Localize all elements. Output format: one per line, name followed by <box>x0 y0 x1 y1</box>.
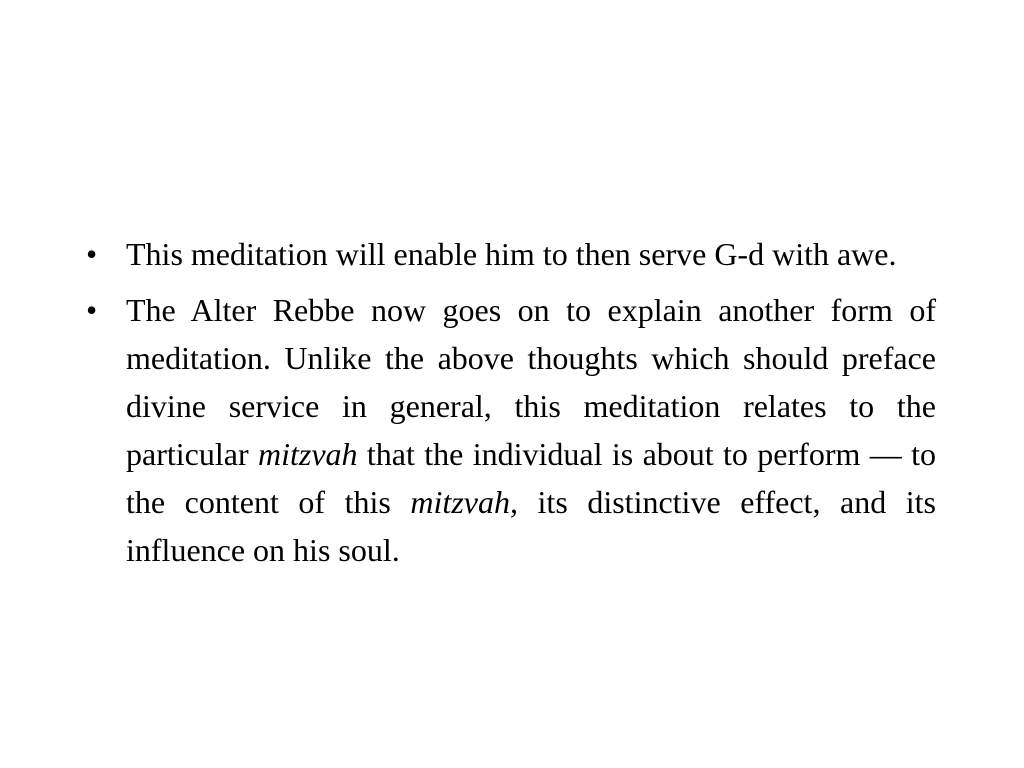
bullet-marker: • <box>86 292 98 328</box>
bullet-item-2 <box>86 286 936 574</box>
bullet-text-segment: its distinctive effect, and its influence on his soul. <box>126 484 936 568</box>
bullet-text-segment: that the individual is about to perform — to the content of this <box>126 436 937 520</box>
bullet-text: This meditation will enable him to then serve G-d with awe. <box>126 236 897 272</box>
bullet-text-italic-mitzvah: mitzvah, <box>410 484 518 520</box>
bullet-text-segment: The Alter Rebbe now goes on to explain another form of meditation. Unlike the above thoughts which should preface divine service in general, this meditation relates to the particular <box>126 292 936 472</box>
bullet-marker: • <box>86 236 98 272</box>
bullet-list <box>86 230 936 582</box>
bullet-text-italic-mitzvah: mitzvah <box>257 436 358 472</box>
bullet-item-1 <box>86 230 936 278</box>
